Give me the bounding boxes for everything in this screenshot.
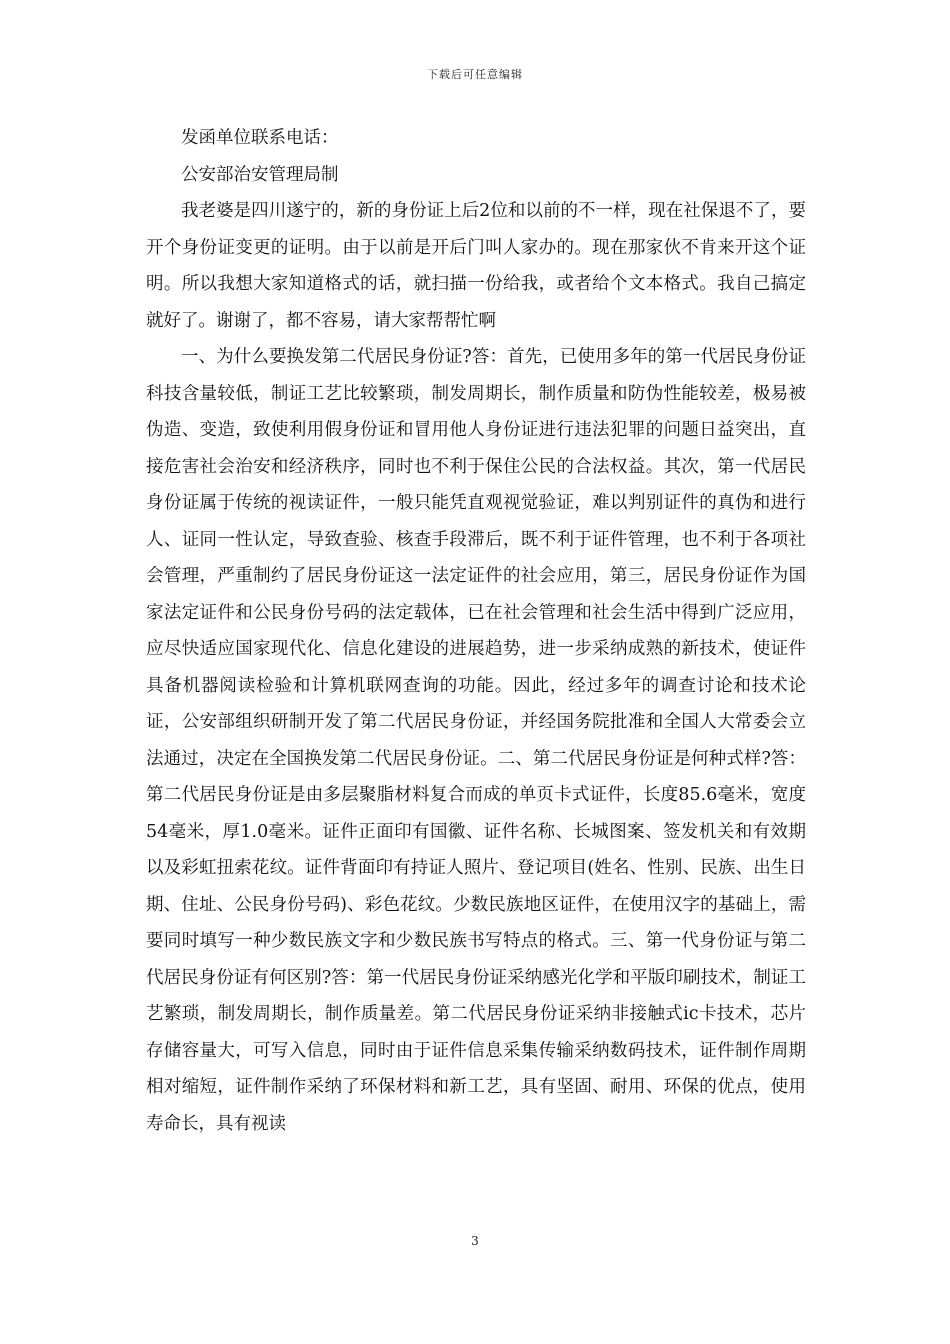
document-body	[146, 120, 806, 1142]
paragraph-issuer: 公安部治安管理局制	[181, 164, 339, 185]
paragraph-contact-phone: 发函单位联系电话：	[181, 128, 339, 148]
page-number: 3	[471, 1234, 479, 1248]
paragraph-faq: 一、为什么要换发第二代居民身份证?答：首先，已使用多年的第一代居民身份证科技含量较低，制证工艺比较繁琐，制发周期长，制作质量和防伪性能较差，极易被伪造、变造，致使利用假身份证和冒用他人身份证进行违法犯罪的问题日益突出，直接危害社会治安和经济秩序，同时也不利于保住公民的合法权益。其次，第一代居民身份证属于传统的视读证件，一般只能凭直观视觉验证，难以判别证件的真伪和进行人、证同一性认定，导致查验、核查手段滞后，既不利于证件管理，也不利于各项社会管理，严重制约了居民身份证这一法定证件的社会应用，第三，居民身份证作为国家法定证件和公民身份号码的法定载体，已在社会管理和社会生活中得到广泛应用，应尽快适应国家现代化、信息化建设的进展趋势，进一步采纳成熟的新技术，使证件具备机器阅读检验和计算机联网查询的功能。因此，经过多年的调查讨论和技术论证，公安部组织研制开发了第二代居民身份证，并经国务院批准和全国人大常委会立法通过，决定在全国换发第二代居民身份证。二、第二代居民身份证是何种式样?答：第二代居民身份证是由多层聚脂材料复合而成的单页卡式证件，长度85.6毫米，宽度54毫米，厚1.0毫米。证件正面印有国徽、证件名称、长城图案、签发机关和有效期以及彩虹扭索花纹。证件背面印有持证人照片、登记项目(姓名、性别、民族、出生日期、住址、公民身份号码)、彩色花纹。少数民族地区证件，在使用汉字的基础上，需要同时填写一种少数民族文字和少数民族书写特点的格式。三、第一代身份证与第二代居民身份证有何区别?答：第一代居民身份证采纳感光化学和平版印刷技术，制证工艺繁琐，制发周期长，制作质量差。第二代居民身份证采纳非接触式ic卡技术，芯片存储容量大，可写入信息，同时由于证件信息采集传输采纳数码技术，证件制作周期相对缩短，证件制作采纳了环保材料和新工艺，具有坚固、耐用、环保的优点，使用寿命长，具有视读	[146, 347, 806, 1134]
page-header-note: 下载后可任意编辑	[427, 68, 523, 81]
paragraph-request: 我老婆是四川遂宁的，新的身份证上后2位和以前的不一样，现在社保退不了，要开个身份证变更的证明。由于以前是开后门叫人家办的。现在那家伙不肯来开这个证明。所以我想大家知道格式的话，就扫描一份给我，或者给个文本格式。我自己搞定就好了。谢谢了，都不容易，请大家帮帮忙啊	[146, 201, 806, 331]
